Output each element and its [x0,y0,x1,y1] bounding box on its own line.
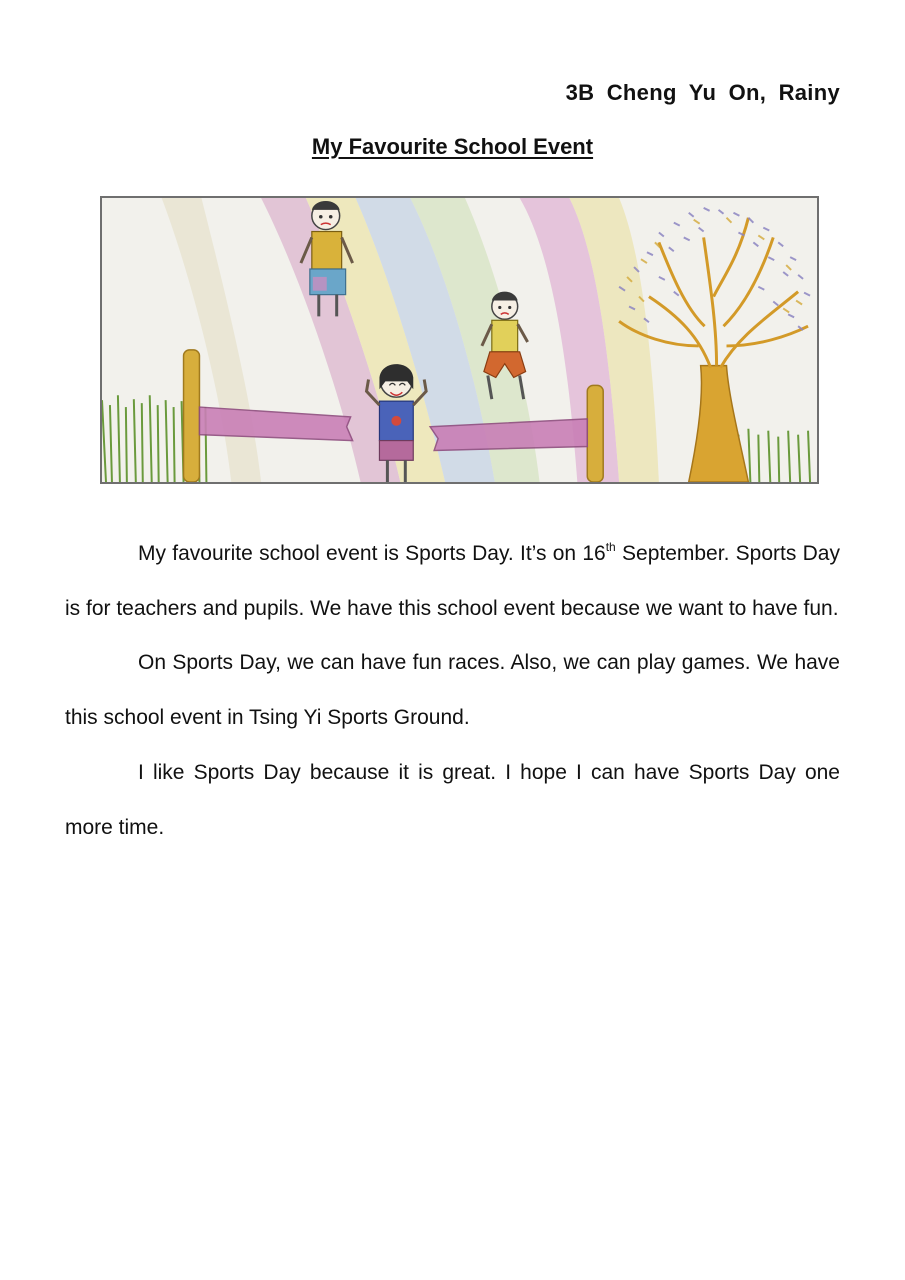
left-post [184,350,200,482]
left-hurdle-bar [199,407,352,441]
paragraph-2: On Sports Day, we can have fun races. Also, we can play games. We have this school event in Tsing Yi Sports Ground. [65,651,840,730]
paragraph-1-text-b: September. Sports Day is for teachers and pupils. We have this school event because we want to have fun. [65,542,840,620]
essay-body [65,527,840,855]
paragraph-1 [65,527,840,636]
sports-day-drawing [100,196,819,484]
author-name: 3B Cheng Yu On, Rainy [565,80,840,105]
rainbow-band-left [162,198,261,482]
paragraph-1-text-a: My favourite school event is Sports Day. It’s on 16 [138,542,606,565]
right-post [587,385,603,482]
page-title: My Favourite School Event [311,134,594,159]
ordinal-suffix: th [605,540,616,554]
paragraph-3: I like Sports Day because it is great. I hope I can have Sports Day one more time. [65,760,840,839]
